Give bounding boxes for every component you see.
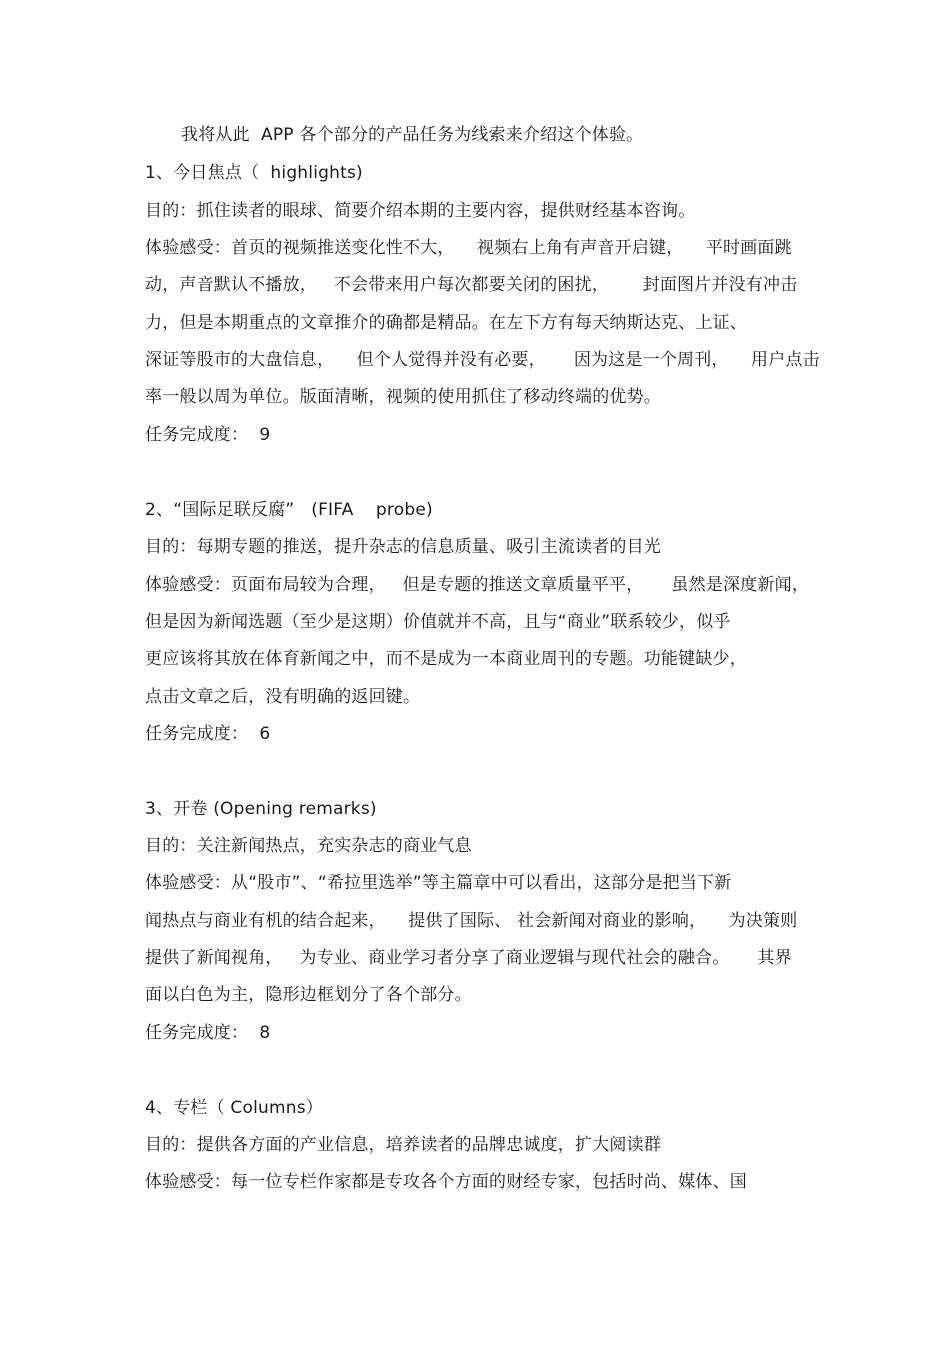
section-score: 任务完成度： 8 — [145, 1023, 271, 1043]
section-heading: 2、“国际足联反腐” (FIFA probe) — [145, 500, 433, 520]
section-purpose: 目的：每期专题的推送，提升杂志的信息质量、吸引主流读者的目光 — [145, 537, 661, 557]
section-score: 任务完成度： 9 — [145, 425, 271, 445]
section-heading: 1、今日焦点（ highlights) — [145, 163, 363, 183]
section-heading: 3、开卷 (Opening remarks) — [145, 799, 377, 819]
section-experience-line: 体验感受：从“股市”、“希拉里选举”等主篇章中可以看出，这部分是把当下新 — [145, 873, 732, 893]
section-experience-line: 体验感受：首页的视频推送变化性不大， 视频右上角有声音开启键， 平时画面跳 — [145, 238, 792, 258]
section-experience-line: 闻热点与商业有机的结合起来， 提供了国际、 社会新闻对商业的影响， 为决策则 — [145, 911, 798, 931]
section-experience-line: 但是因为新闻选题（至少是这期）价值就并不高，且与“商业”联系较少，似乎 — [145, 612, 731, 632]
section-experience-line: 深证等股市的大盘信息， 但个人觉得并没有必要， 因为这是一个周刊， 用户点击 — [145, 350, 820, 370]
section-experience-line: 面以白色为主，隐形边框划分了各个部分。 — [145, 985, 472, 1005]
intro-paragraph: 我将从此 APP 各个部分的产品任务为线索来介绍这个体验。 — [181, 125, 644, 145]
section-experience-line: 点击文章之后，没有明确的返回键。 — [145, 687, 421, 707]
section-experience-line: 力，但是本期重点的文章推介的确都是精品。在左下方有每天纳斯达克、上证、 — [145, 313, 747, 333]
section-heading: 4、专栏（ Columns） — [145, 1098, 323, 1118]
section-experience-line: 体验感受：页面布局较为合理， 但是专题的推送文章质量平平， 虽然是深度新闻， — [145, 575, 810, 595]
section-experience-line: 更应该将其放在体育新闻之中，而不是成为一本商业周刊的专题。功能键缺少， — [145, 649, 747, 669]
section-purpose: 目的：抓住读者的眼球、简要介绍本期的主要内容，提供财经基本咨询。 — [145, 201, 696, 221]
section-experience-line: 动，声音默认不播放， 不会带来用户每次都要关闭的困扰， 封面图片并没有冲击 — [145, 275, 798, 295]
section-experience-line: 率一般以周为单位。版面清晰，视频的使用抓住了移动终端的优势。 — [145, 387, 661, 407]
section-score: 任务完成度： 6 — [145, 724, 271, 744]
section-purpose: 目的：关注新闻热点，充实杂志的商业气息 — [145, 836, 472, 856]
section-experience-line: 体验感受：每一位专栏作家都是专攻各个方面的财经专家，包括时尚、媒体、国 — [145, 1172, 747, 1192]
section-purpose: 目的：提供各方面的产业信息，培养读者的品牌忠诚度，扩大阅读群 — [145, 1135, 661, 1155]
section-experience-line: 提供了新闻视角， 为专业、商业学习者分享了商业逻辑与现代社会的融合。 其界 — [145, 948, 792, 968]
